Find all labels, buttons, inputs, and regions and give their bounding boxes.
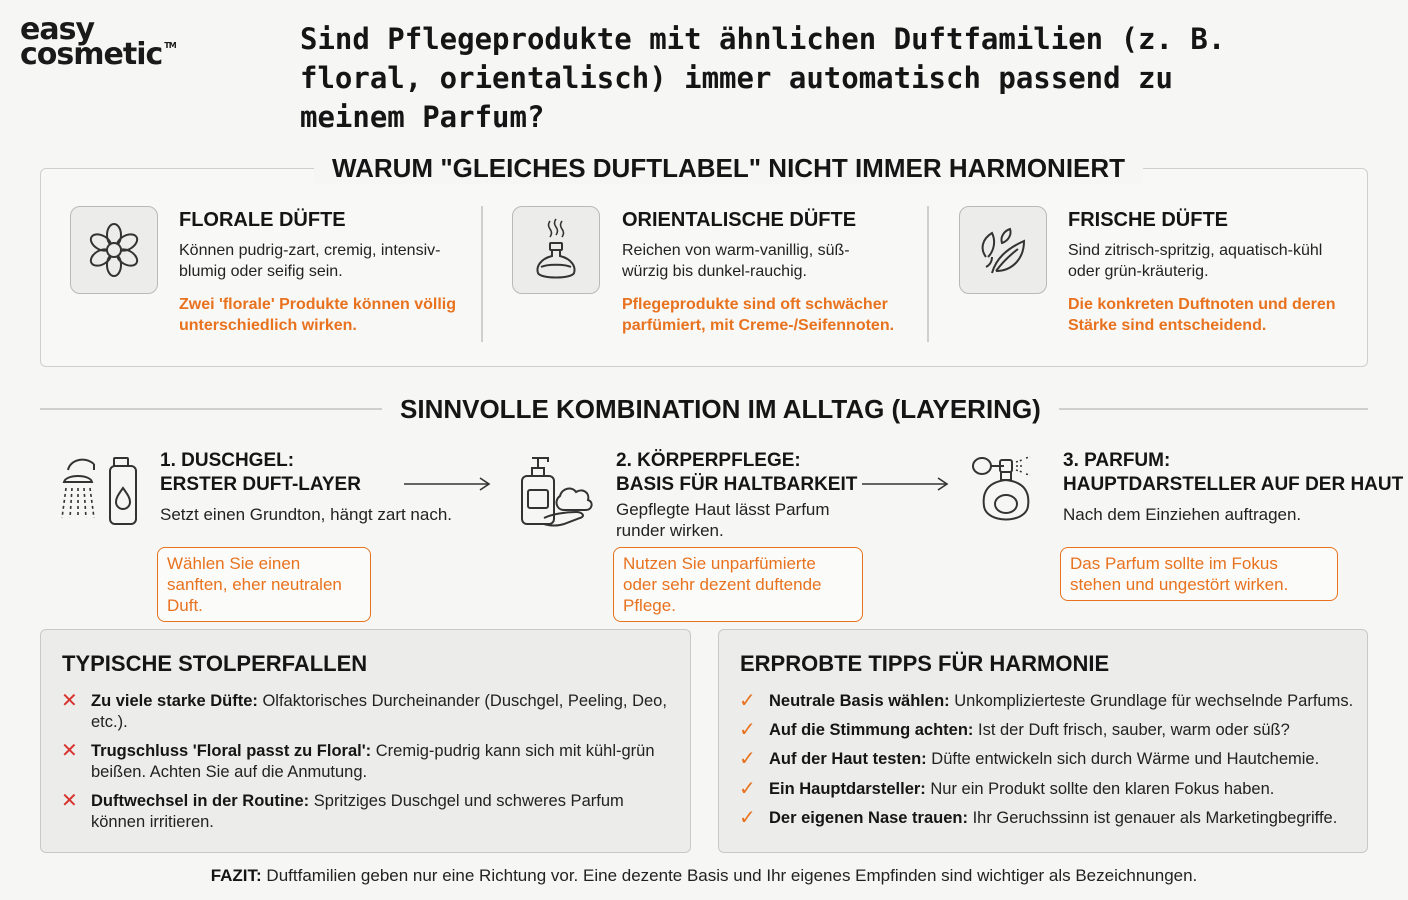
pitfall-item: ✕ Duftwechsel in der Routine: Spritziges Duschgel und schweres Parfum können irritieren. [61, 790, 624, 831]
tip-box-perfume: Das Parfum sollte im Fokus stehen und ungestört wirken. [1060, 547, 1338, 601]
tips-title: ERPROBTE TIPPS FÜR HARMONIE [740, 651, 1110, 676]
leaf-icon [959, 206, 1047, 294]
divider [481, 206, 483, 342]
cross-icon: ✕ [61, 690, 78, 712]
step-text-lotion: Gepflegte Haut lässt Parfum runder wirken. [616, 500, 830, 540]
step-title-lotion: 2. KÖRPERPFLEGE: BASIS FÜR HALTBARKEIT [616, 450, 858, 495]
section-title-duftlabel: WARUM "GLEICHES DUFTLABEL" NICHT IMMER HARMONIERT [314, 153, 1143, 184]
pitfall-item: ✕ Zu viele starke Düfte: Olfaktorisches Durcheinander (Duschgel, Peeling, Deo, etc.). [61, 690, 667, 731]
conclusion: FAZIT: Duftfamilien geben nur eine Richtung vor. Eine dezente Basis und Ihr eigenes Empfinden sind wichtiger als Bezeichnungen. [210, 866, 1198, 885]
logo-line-2: cosmetic [20, 36, 163, 72]
card-title-oriental: ORIENTALISCHE DÜFTE [622, 209, 857, 231]
card-note-fresh: Die konkreten Duftnoten und deren Stärke sind entscheidend. [1068, 296, 1336, 334]
checkmark-icon: ✓ [739, 748, 756, 770]
pitfalls-title: TYPISCHE STOLPERFALLEN [62, 651, 368, 676]
lotion-pump-icon [518, 452, 600, 535]
card-text-oriental: Reichen von warm-vanillig, süß-würzig bis dunkel-rauchig. [622, 242, 850, 280]
brand-logo [20, 12, 176, 72]
tip-item: ✓ Der eigenen Nase trauen: Ihr Geruchssinn ist genauer als Marketingbegriffe. [739, 807, 1338, 829]
checkmark-icon: ✓ [739, 807, 756, 829]
step-title-shower: 1. DUSCHGEL: ERSTER DUFT-LAYER [160, 450, 361, 495]
tip-item: ✓ Neutrale Basis wählen: Unkomplizierteste Grundlage für wechselnde Parfums. [739, 690, 1354, 712]
page-title: Sind Pflegeprodukte mit ähnlichen Duftfamilien (z. B. floral, orientalisch) immer automatisch passend zu meinem Parfum? [300, 22, 1226, 134]
arrow-right-icon [862, 476, 950, 497]
pitfall-item: ✕ Trugschluss 'Floral passt zu Floral': Cremig-pudrig kann sich mit kühl-grün beißen. Achten Sie auf die Anmutung. [61, 740, 655, 781]
step-text-shower: Setzt einen Grundton, hängt zart nach. [160, 505, 453, 524]
divider [927, 206, 929, 342]
perfume-spray-icon [968, 452, 1040, 535]
card-text-fresh: Sind zitrisch-spritzig, aquatisch-kühl oder grün-kräuterig. [1068, 242, 1323, 280]
card-text-floral: Können pudrig-zart, cremig, intensiv-blumig oder seifig sein. [179, 242, 441, 280]
logo-line-1: easy [20, 12, 95, 47]
tip-box-lotion: Nutzen Sie unparfümierte oder sehr dezent duftende Pflege. [613, 547, 863, 622]
perfume-bottle-icon [512, 206, 600, 294]
checkmark-icon: ✓ [739, 719, 756, 741]
flower-icon [70, 206, 158, 294]
logo-trademark: TM [164, 40, 176, 50]
arrow-right-icon [404, 476, 492, 497]
step-text-perfume: Nach dem Einziehen auftragen. [1063, 505, 1302, 524]
card-note-oriental: Pflegeprodukte sind oft schwächer parfümiert, mit Creme-/Seifennoten. [622, 296, 895, 334]
step-title-perfume: 3. PARFUM: HAUPTDARSTELLER AUF DER HAUT [1063, 450, 1404, 495]
section-title-layering: SINNVOLLE KOMBINATION IM ALLTAG (LAYERING) [382, 394, 1059, 425]
card-title-fresh: FRISCHE DÜFTE [1068, 209, 1228, 231]
tip-item: ✓ Auf der Haut testen: Düfte entwickeln sich durch Wärme und Hautchemie. [739, 748, 1320, 770]
tip-item: ✓ Auf die Stimmung achten: Ist der Duft frisch, sauber, warm oder süß? [739, 719, 1290, 741]
card-note-floral: Zwei 'florale' Produkte können völlig unterschiedlich wirken. [179, 296, 456, 334]
cross-icon: ✕ [61, 740, 78, 762]
tip-item: ✓ Ein Hauptdarsteller: Nur ein Produkt sollte den klaren Fokus haben. [739, 778, 1275, 800]
checkmark-icon: ✓ [739, 690, 756, 712]
card-title-floral: FLORALE DÜFTE [179, 209, 346, 231]
shower-gel-icon [60, 452, 142, 535]
cross-icon: ✕ [61, 790, 78, 812]
checkmark-icon: ✓ [739, 778, 756, 800]
tip-box-shower: Wählen Sie einen sanften, eher neutralen Duft. [157, 547, 371, 622]
